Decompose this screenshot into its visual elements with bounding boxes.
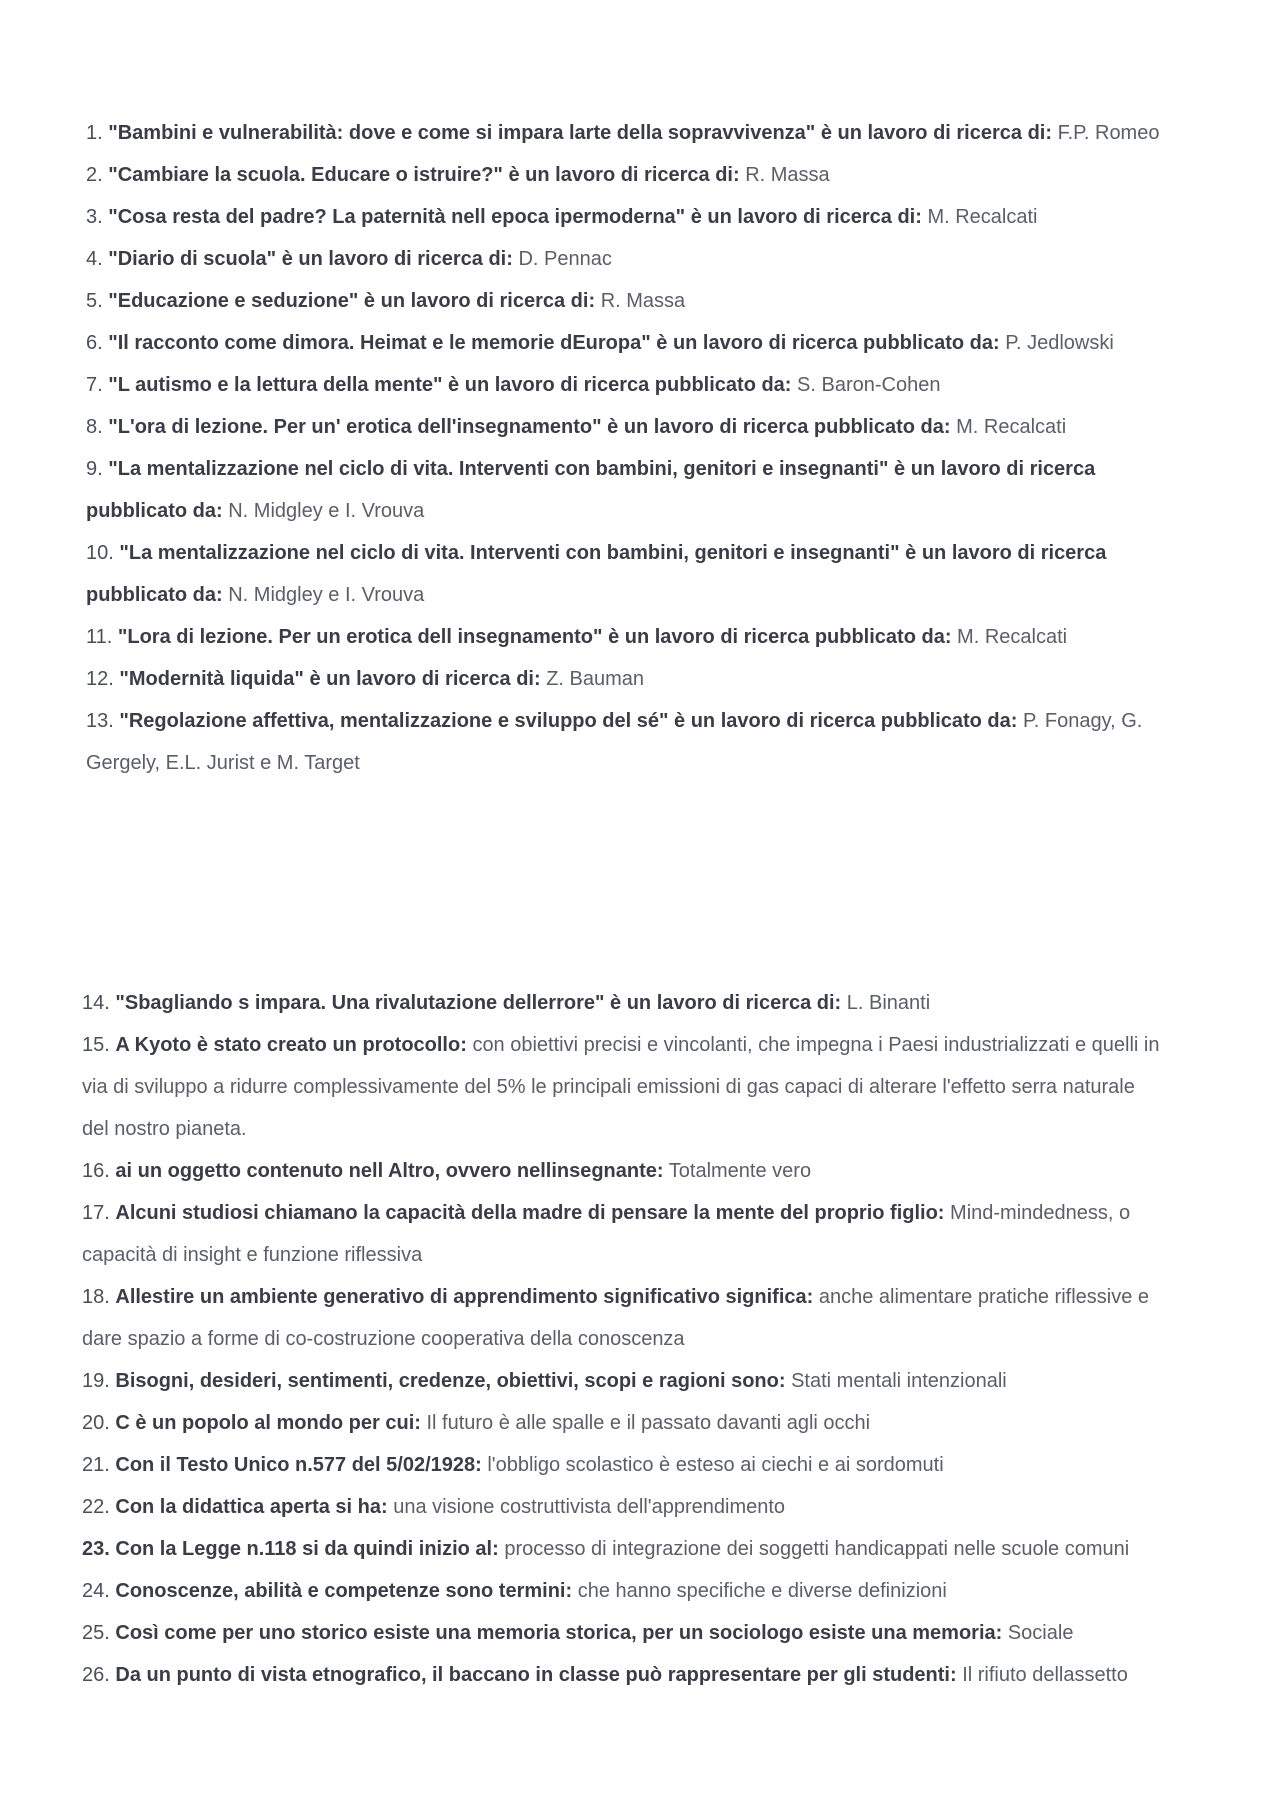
question-list-part-1 xyxy=(86,112,1166,784)
item-question: "Il racconto come dimora. Heimat e le memorie dEuropa" è un lavoro di ricerca pubblicato da: xyxy=(108,332,1000,354)
question-list-part-2 xyxy=(82,982,1162,1696)
item-number: 12. xyxy=(86,668,114,690)
item-answer: R. Massa xyxy=(600,290,686,312)
list-item xyxy=(86,616,1166,658)
item-question: "Sbagliando s impara. Una rivalutazione dellerrore" è un lavoro di ricerca di: xyxy=(115,992,842,1014)
item-answer: D. Pennac xyxy=(518,248,612,270)
item-answer: Sociale xyxy=(1007,1622,1074,1644)
item-answer: M. Recalcati xyxy=(956,416,1067,438)
item-number: 10. xyxy=(86,542,114,564)
list-item xyxy=(86,238,1166,280)
item-question: Con la Legge n.118 si da quindi inizio al: xyxy=(115,1538,499,1560)
list-item xyxy=(86,154,1166,196)
item-question: Allestire un ambiente generativo di apprendimento significativo significa: xyxy=(115,1286,814,1308)
list-item xyxy=(82,982,1162,1024)
item-number: 1. xyxy=(86,122,103,144)
list-item xyxy=(82,1570,1162,1612)
item-answer: una visione costruttivista dell'apprendimento xyxy=(393,1496,786,1518)
item-number: 5. xyxy=(86,290,103,312)
item-answer: L. Binanti xyxy=(846,992,931,1014)
item-question: C è un popolo al mondo per cui: xyxy=(115,1412,421,1434)
item-question: "Regolazione affettiva, mentalizzazione e sviluppo del sé" è un lavoro di ricerca pubblicato da: xyxy=(119,710,1018,732)
item-number: 7. xyxy=(86,374,103,396)
item-number: 13. xyxy=(86,710,114,732)
item-answer: processo di integrazione dei soggetti handicappati nelle scuole comuni xyxy=(504,1538,1130,1560)
list-item xyxy=(82,1276,1162,1360)
item-answer: l'obbligo scolastico è esteso ai ciechi e ai sordomuti xyxy=(487,1454,944,1476)
item-question: Da un punto di vista etnografico, il baccano in classe può rappresentare per gli studenti: xyxy=(115,1664,957,1686)
item-question: "Cosa resta del padre? La paternità nell epoca ipermoderna" è un lavoro di ricerca di: xyxy=(108,206,922,228)
item-number: 15. xyxy=(82,1034,110,1056)
item-number: 20. xyxy=(82,1412,110,1434)
item-question: Alcuni studiosi chiamano la capacità della madre di pensare la mente del proprio figlio: xyxy=(115,1202,945,1224)
list-item xyxy=(82,1654,1162,1696)
item-question: "La mentalizzazione nel ciclo di vita. Interventi con bambini, genitori e insegnanti" è un lavoro di ricerca pubblicato da: xyxy=(86,542,1107,606)
item-answer: con obiettivi precisi e vincolanti, che impegna i Paesi industrializzati e quelli in via di sviluppo a ridurre complessivamente del 5% le principali emissioni di gas capaci di alterare l'effetto serra naturale del nostro pianeta. xyxy=(82,1034,1160,1140)
item-number: 25. xyxy=(82,1622,110,1644)
item-number: 3. xyxy=(86,206,103,228)
item-question: "L autismo e la lettura della mente" è un lavoro di ricerca pubblicato da: xyxy=(108,374,792,396)
item-number: 26. xyxy=(82,1664,110,1686)
list-item xyxy=(86,658,1166,700)
list-item xyxy=(86,364,1166,406)
list-item xyxy=(82,1024,1162,1150)
item-answer: M. Recalcati xyxy=(957,626,1068,648)
list-item xyxy=(82,1444,1162,1486)
item-question: "La mentalizzazione nel ciclo di vita. Interventi con bambini, genitori e insegnanti" è un lavoro di ricerca pubblicato da: xyxy=(86,458,1096,522)
item-answer: Il futuro è alle spalle e il passato davanti agli occhi xyxy=(426,1412,871,1434)
item-number: 24. xyxy=(82,1580,110,1602)
item-number: 8. xyxy=(86,416,103,438)
item-answer: anche alimentare pratiche riflessive e dare spazio a forme di co-costruzione cooperativa della conoscenza xyxy=(82,1286,1150,1350)
list-item xyxy=(82,1486,1162,1528)
item-number: 16. xyxy=(82,1160,110,1182)
item-question: Così come per uno storico esiste una memoria storica, per un sociologo esiste una memoria: xyxy=(115,1622,1003,1644)
item-question: "Bambini e vulnerabilità: dove e come si impara larte della sopravvivenza" è un lavoro di ricerca di: xyxy=(108,122,1052,144)
list-item xyxy=(82,1528,1162,1570)
item-question: Con la didattica aperta si ha: xyxy=(115,1496,388,1518)
item-question: "Modernità liquida" è un lavoro di ricerca di: xyxy=(119,668,541,690)
item-number: 21. xyxy=(82,1454,110,1476)
item-answer: M. Recalcati xyxy=(927,206,1038,228)
item-answer: N. Midgley e I. Vrouva xyxy=(228,584,425,606)
item-question: Bisogni, desideri, sentimenti, credenze, obiettivi, scopi e ragioni sono: xyxy=(115,1370,786,1392)
item-question: "Diario di scuola" è un lavoro di ricerca di: xyxy=(108,248,513,270)
item-number: 9. xyxy=(86,458,103,480)
item-answer: R. Massa xyxy=(745,164,830,186)
item-answer: S. Baron-Cohen xyxy=(797,374,941,396)
item-answer: Il rifiuto dellassetto xyxy=(962,1664,1128,1686)
item-answer: Stati mentali intenzionali xyxy=(791,1370,1007,1392)
item-answer: N. Midgley e I. Vrouva xyxy=(228,500,425,522)
item-question: "Lora di lezione. Per un erotica dell insegnamento" è un lavoro di ricerca pubblicato da: xyxy=(117,626,952,648)
list-item xyxy=(86,322,1166,364)
list-item xyxy=(82,1402,1162,1444)
item-number: 6. xyxy=(86,332,103,354)
item-number: 23. xyxy=(82,1538,110,1560)
item-number: 11. xyxy=(86,626,113,648)
item-number: 17. xyxy=(82,1202,110,1224)
item-answer: P. Fonagy, G. Gergely, E.L. Jurist e M. Target xyxy=(86,710,1143,774)
item-question: "Cambiare la scuola. Educare o istruire?" è un lavoro di ricerca di: xyxy=(108,164,740,186)
item-question: "Educazione e seduzione" è un lavoro di ricerca di: xyxy=(108,290,596,312)
item-number: 4. xyxy=(86,248,103,270)
list-item xyxy=(82,1150,1162,1192)
item-answer: Z. Bauman xyxy=(546,668,645,690)
item-number: 18. xyxy=(82,1286,110,1308)
list-item xyxy=(82,1192,1162,1276)
item-answer: P. Jedlowski xyxy=(1005,332,1114,354)
item-question: A Kyoto è stato creato un protocollo: xyxy=(115,1034,467,1056)
list-item xyxy=(86,448,1166,532)
item-question: Conoscenze, abilità e competenze sono termini: xyxy=(115,1580,573,1602)
item-answer: Mind-mindedness, o capacità di insight e funzione riflessiva xyxy=(82,1202,1131,1266)
list-item xyxy=(86,532,1166,616)
item-question: "L'ora di lezione. Per un' erotica dell'insegnamento" è un lavoro di ricerca pubblicato da: xyxy=(108,416,951,438)
item-number: 19. xyxy=(82,1370,110,1392)
item-number: 2. xyxy=(86,164,103,186)
list-item xyxy=(82,1360,1162,1402)
item-answer: Totalmente vero xyxy=(668,1160,812,1182)
item-number: 22. xyxy=(82,1496,110,1518)
list-item xyxy=(86,406,1166,448)
item-answer: che hanno specifiche e diverse definizioni xyxy=(577,1580,947,1602)
list-item xyxy=(86,112,1166,154)
list-item xyxy=(86,700,1166,784)
item-number: 14. xyxy=(82,992,110,1014)
list-item xyxy=(86,280,1166,322)
item-answer: F.P. Romeo xyxy=(1057,122,1160,144)
item-question: Con il Testo Unico n.577 del 5/02/1928: xyxy=(115,1454,482,1476)
list-item xyxy=(86,196,1166,238)
item-question: ai un oggetto contenuto nell Altro, ovvero nellinsegnante: xyxy=(115,1160,664,1182)
list-item xyxy=(82,1612,1162,1654)
